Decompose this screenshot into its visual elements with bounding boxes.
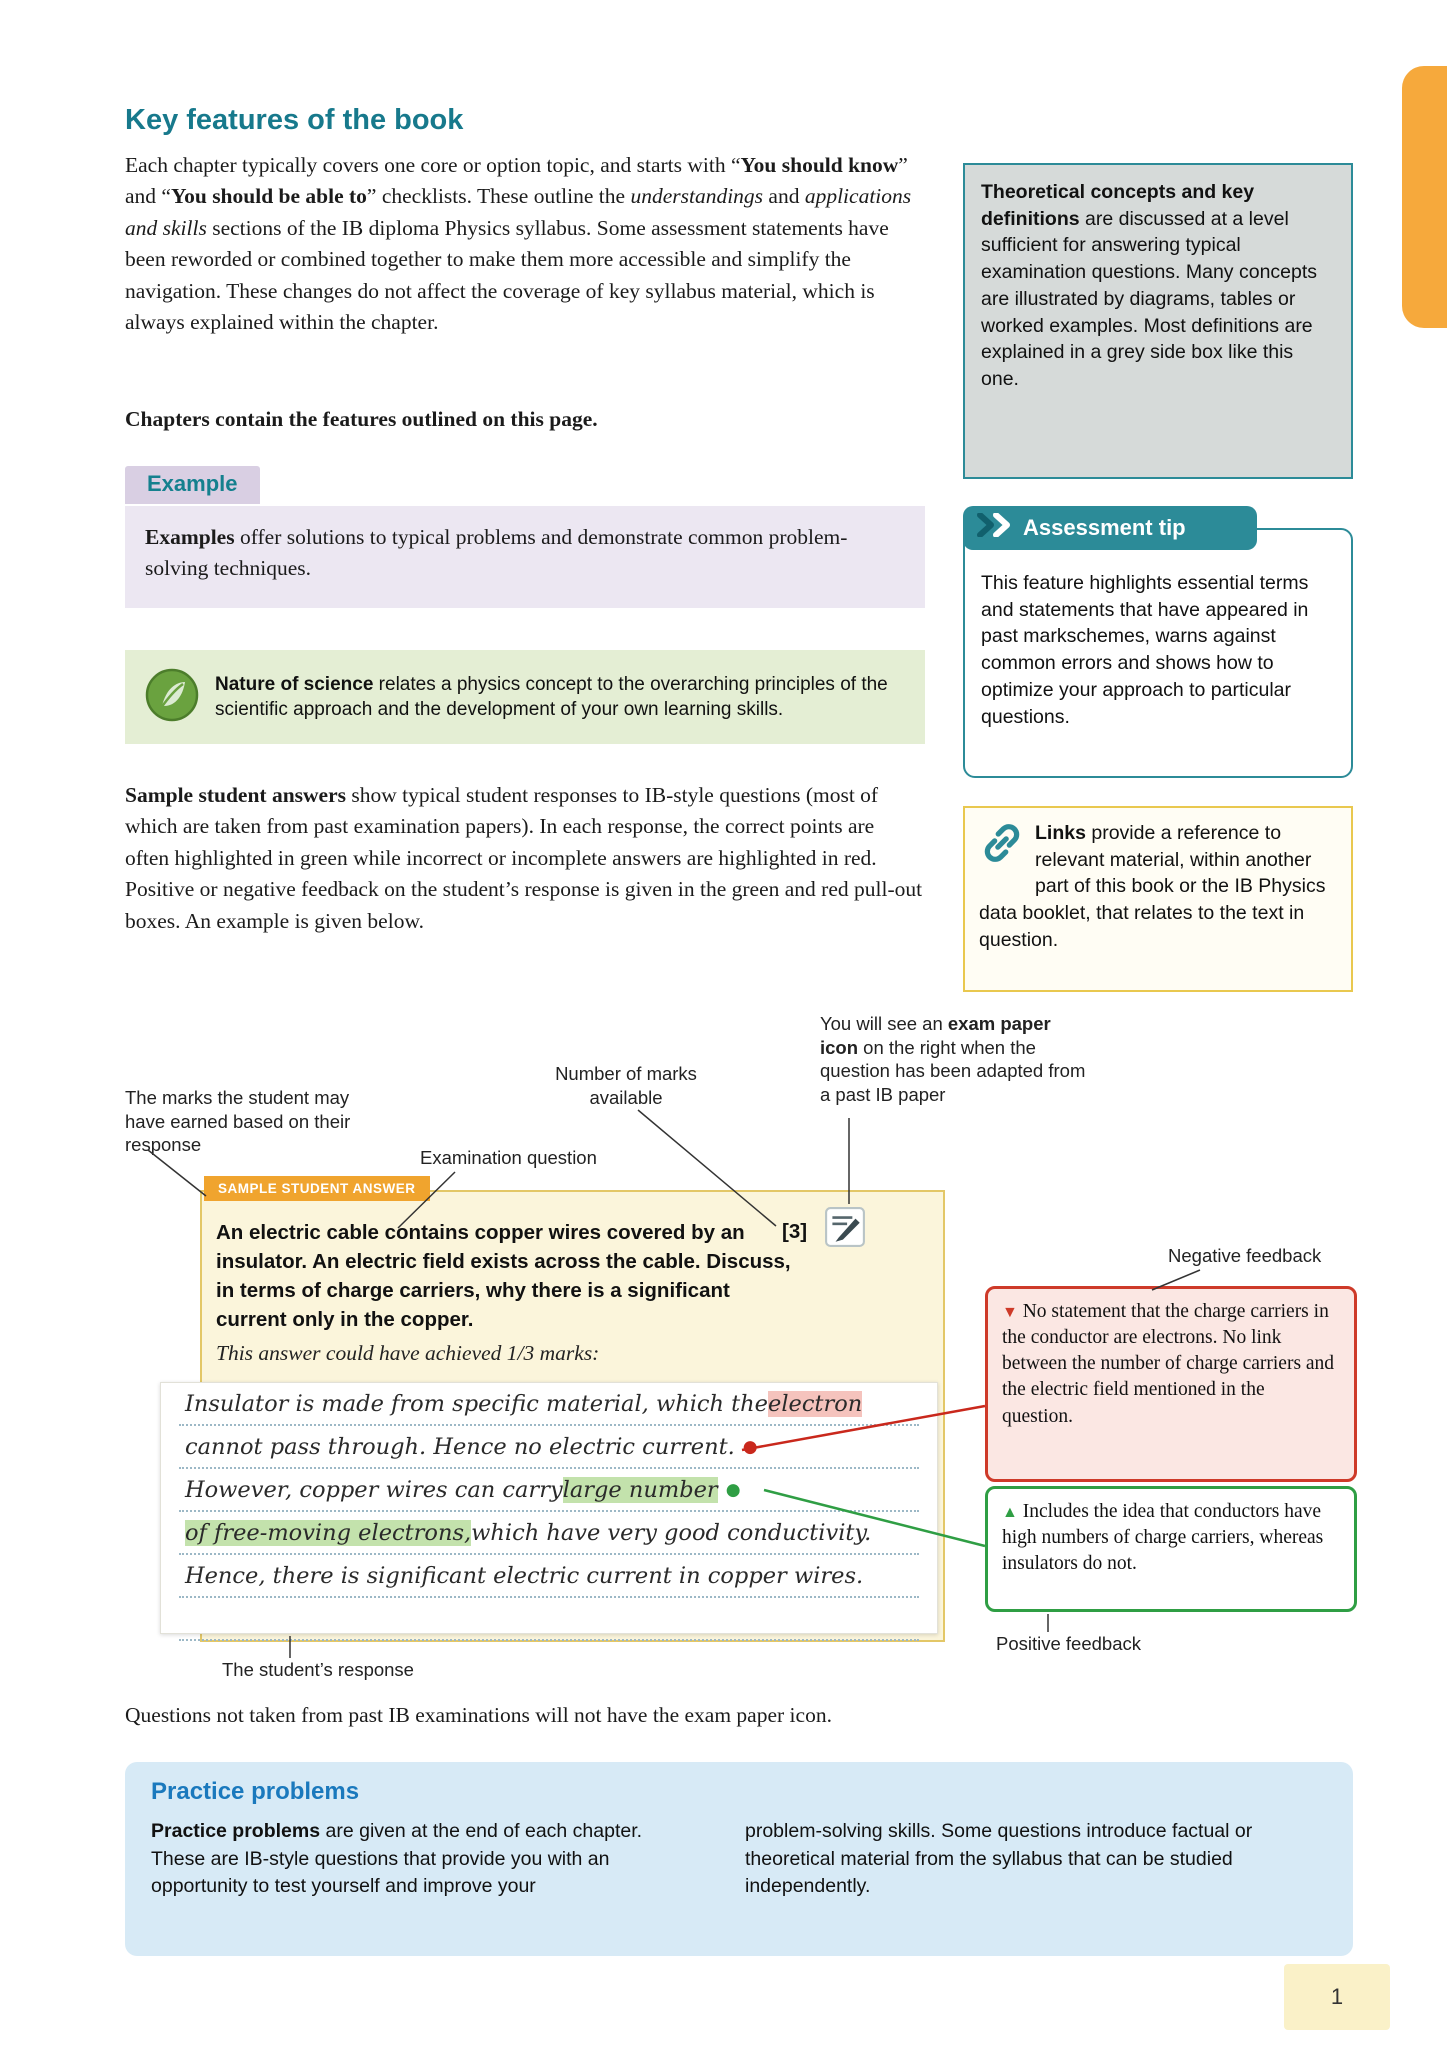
positive-feedback-box: ▲ Includes the idea that conductors have high numbers of charge carriers, whereas insulators do not.	[985, 1486, 1357, 1612]
response-line: of free-moving electrons, which have very good conductivity.	[179, 1512, 919, 1555]
negative-feedback-box: ▼ No statement that the charge carriers in the conductor are electrons. No link between the number of charge carriers and the electric field mentioned in the question.	[985, 1286, 1357, 1482]
page-number-value: 1	[1330, 1984, 1344, 2009]
leaf-icon	[145, 668, 199, 727]
practice-problems-column-2: problem-solving skills. Some questions introduce factual or theoretical material from the syllabus that can be studied independently.	[745, 1820, 1253, 1898]
sample-question-text: An electric cable contains copper wires covered by an insulator. An electric field exists across the cable. Discuss, in terms of charge carriers, why there is a significant current only in the copper.	[216, 1221, 791, 1332]
annotation-exam-paper-icon: You will see an exam paper icon on the right when the question has been adapted from a past IB paper	[820, 1013, 1086, 1106]
practice-problems-title: Practice problems	[151, 1778, 360, 1805]
annotation-marks-earned: The marks the student may have earned based on their response	[125, 1087, 351, 1156]
sample-student-answer-label: SAMPLE STUDENT ANSWER	[204, 1176, 430, 1201]
assessment-tip-box: This feature highlights essential terms and statements that have appeared in past markschemes, warns against common errors and shows how to optimize your approach to particular questions.	[963, 528, 1353, 778]
intro-paragraph: Each chapter typically covers one core or option topic, and starts with “You should know” and “You should be able to” checklists. These outline the understandings and applications and skills sections of the IB diploma Physics syllabus. Some assessment statements have been reworded or combined together to make them more accessible and simplify the navigation. These changes do not affect the coverage of key syllabus material, which is always explained within the chapter.	[125, 153, 912, 334]
links-box	[963, 806, 1353, 992]
example-box-text: Examples offer solutions to typical problems and demonstrate common problem-solving techniques.	[145, 525, 848, 581]
nature-of-science-box	[125, 650, 925, 744]
link-icon	[979, 820, 1025, 874]
annotation-positive-feedback: Positive feedback	[996, 1633, 1142, 1654]
sample-answers-paragraph: Sample student answers show typical student responses to IB-style questions (most of which are taken from past examination papers). In each response, the correct points are often highlighted in green while incorrect or incomplete answers are highlighted in red. Positive or negative feedback on the student’s response is given in the green and red pull-out boxes. An example is given below.	[125, 783, 923, 933]
intro-bold-line: Chapters contain the features outlined on this page.	[125, 407, 598, 431]
page-number	[1284, 1964, 1390, 2030]
assessment-tip-title: Assessment tip	[1023, 515, 1186, 540]
footer-paragraph: Questions not taken from past IB examinations will not have the exam paper icon.	[125, 1703, 832, 1727]
annotation-negative-feedback: Negative feedback	[1168, 1245, 1322, 1266]
response-line-empty	[179, 1598, 919, 1641]
student-response-box	[160, 1382, 938, 1634]
assessment-tip-header	[963, 506, 1257, 550]
practice-problems-box	[125, 1762, 1353, 1956]
exam-paper-icon	[824, 1206, 866, 1253]
annotation-examination-question: Examination question	[420, 1147, 597, 1168]
example-label	[125, 466, 260, 504]
example-box	[125, 506, 925, 608]
response-line: cannot pass through. Hence no electric current. ●	[179, 1426, 919, 1469]
links-box-text: Links provide a reference to relevant material, within another part of this book or the IB Physics data booklet, that relates to the text in question.	[979, 822, 1326, 951]
page-corner-tab	[1402, 66, 1447, 328]
page-title: Key features of the book	[125, 104, 464, 136]
marks-value: [3]	[782, 1220, 808, 1243]
nature-of-science-text: Nature of science relates a physics concept to the overarching principles of the scientific approach and the development of your own learning skills.	[215, 673, 888, 720]
response-line: Insulator is made from specific material, which the electron	[179, 1383, 919, 1426]
response-line: Hence, there is significant electric current in copper wires.	[179, 1555, 919, 1598]
annotation-marks-available: Number of marks available	[555, 1063, 697, 1108]
double-chevron-icon	[977, 513, 1013, 543]
practice-problems-column-1: Practice problems are given at the end of each chapter. These are IB-style questions that provide you with an opportunity to test yourself and improve your	[151, 1820, 643, 1898]
theory-definitions-box: Theoretical concepts and key definitions are discussed at a level sufficient for answering typical examination questions. Many concepts are illustrated by diagrams, tables or worked examples. Most definitions are explained in a grey side box like this one.	[963, 163, 1353, 479]
example-label-text: Example	[147, 471, 238, 496]
response-line: However, copper wires can carry large number ●	[179, 1469, 919, 1512]
annotation-student-response: The student’s response	[222, 1659, 414, 1680]
achieved-marks-line: This answer could have achieved 1/3 marks:	[216, 1341, 600, 1365]
